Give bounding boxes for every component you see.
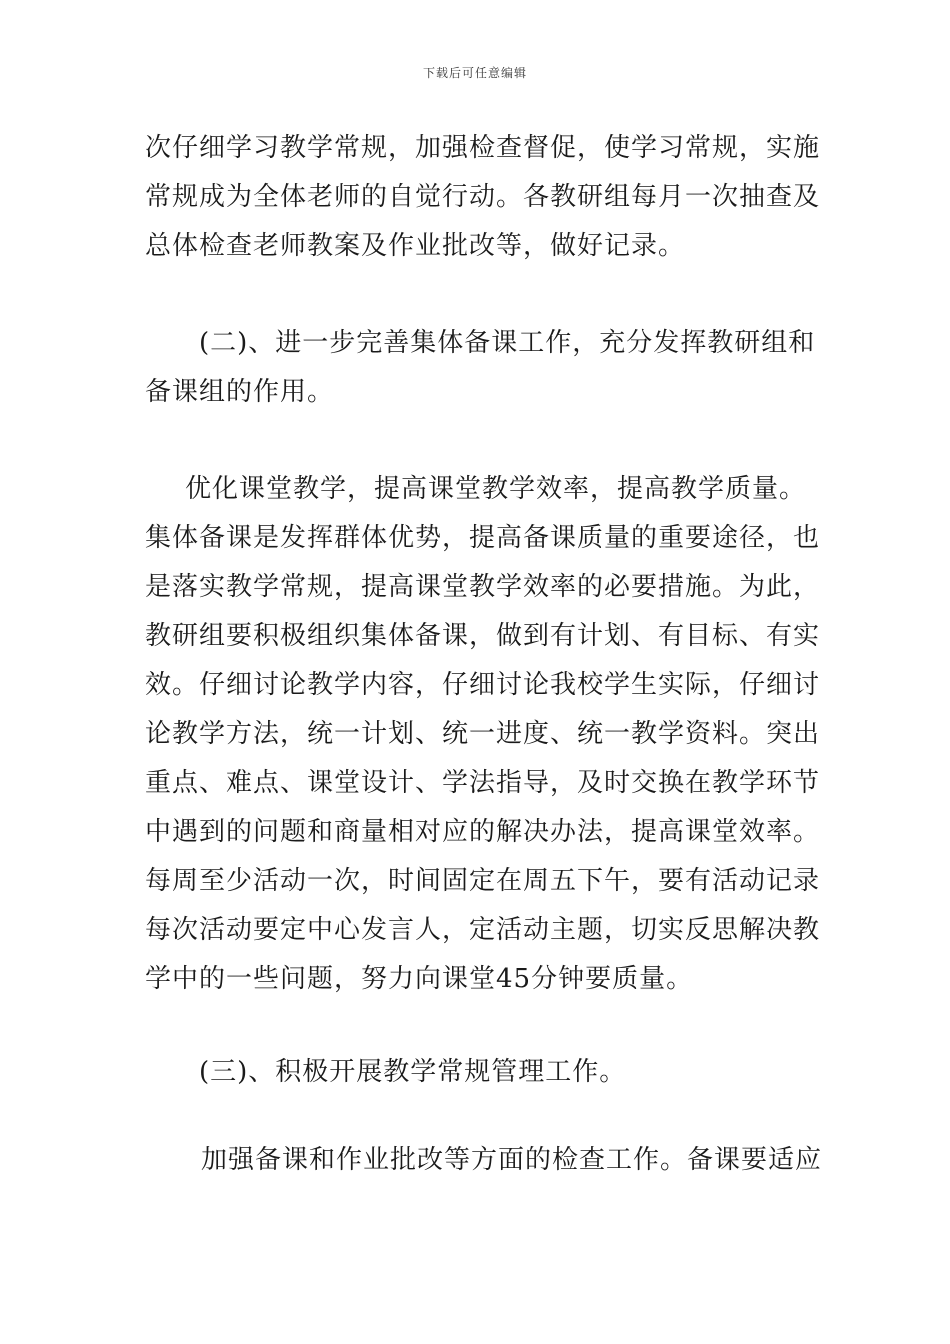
paragraph-line: 优化课堂教学，提高课堂教学效率，提高教学质量。 <box>185 474 807 504</box>
document-body <box>145 124 823 1185</box>
paragraph-line: 论教学方法，统一计划、统一进度、统一教学资料。突出 <box>145 719 821 749</box>
paragraph-line: 效。仔细讨论教学内容，仔细讨论我校学生实际，仔细讨 <box>145 670 821 700</box>
paragraph-line: 学中的一些问题，努力向课堂45分钟要质量。 <box>145 964 694 994</box>
paragraph-line: 教研组要积极组织集体备课，做到有计划、有目标、有实 <box>145 621 821 651</box>
section-heading: (二)、进一步完善集体备课工作，充分发挥教研组和 <box>199 328 816 358</box>
paragraph-line: 总体检查老师教案及作业批改等，做好记录。 <box>145 231 686 261</box>
paragraph-3 <box>145 465 821 1004</box>
paragraph-line: 常规成为全体老师的自觉行动。各教研组每月一次抽查及 <box>145 182 821 212</box>
paragraph-line: 次仔细学习教学常规，加强检查督促，使学习常规，实施 <box>145 133 821 163</box>
page-header: 下载后可任意编辑 <box>422 66 527 80</box>
paragraph-line: 加强备课和作业批改等方面的检查工作。备课要适应 <box>201 1145 823 1175</box>
paragraph-5 <box>145 1136 823 1185</box>
paragraph-line: 是落实教学常规，提高课堂教学效率的必要措施。为此， <box>145 572 821 602</box>
paragraph-4 <box>145 1048 810 1097</box>
paragraph-line: 集体备课是发挥群体优势，提高备课质量的重要途径，也 <box>145 523 821 553</box>
paragraph-line: 重点、难点、课堂设计、学法指导，及时交换在教学环节 <box>145 768 821 798</box>
paragraph-line: 中遇到的问题和商量相对应的解决办法，提高课堂效率。 <box>145 817 821 847</box>
paragraph-line: 每次活动要定中心发言人，定活动主题，切实反思解决教 <box>145 915 821 945</box>
paragraph-line: 备课组的作用。 <box>145 377 335 407</box>
paragraph-1 <box>145 124 821 271</box>
section-heading: (三)、积极开展教学常规管理工作。 <box>199 1057 627 1087</box>
paragraph-line: 每周至少活动一次，时间固定在周五下午，要有活动记录 <box>145 866 821 896</box>
paragraph-2 <box>145 319 816 417</box>
